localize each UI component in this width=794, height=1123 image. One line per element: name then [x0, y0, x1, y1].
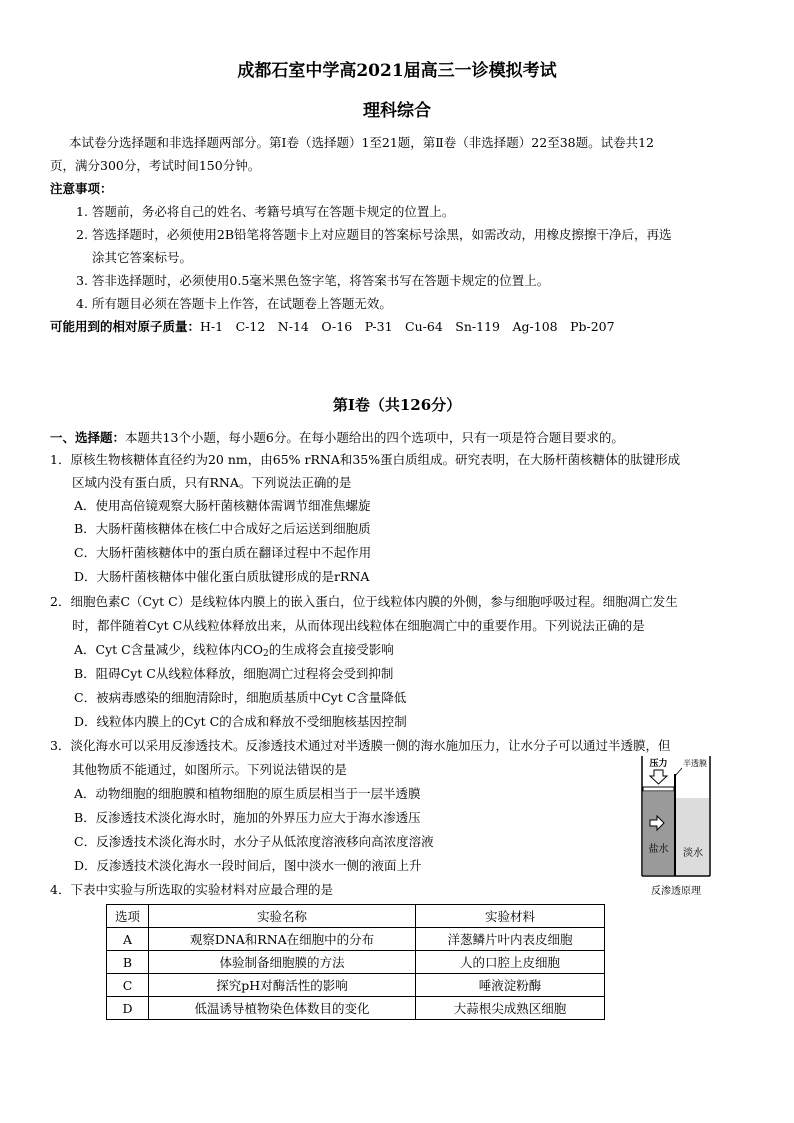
q2-option-b: B．阻碍Cyt C从线粒体释放，细胞凋亡过程将会受到抑制 — [74, 666, 394, 681]
section-heading: 第Ⅰ卷（共126分） — [332, 396, 462, 414]
notice-item-2: 2. 答选择题时，必须使用2B铅笔将答题卡上对应题目的答案标号涂黑，如需改动，用橡皮擦擦干净后，再选 — [76, 227, 672, 242]
q4-table — [106, 904, 605, 1020]
q1-stem-1: 1．原核生物核糖体直径约为20 nm，由65% rRNA和35%蛋白质组成。研究表明，在大肠杆菌核糖体的肽键形成 — [50, 452, 681, 467]
q2-stem-2: 时，都伴随着Cyt C从线粒体释放出来，从而体现出线粒体在细胞凋亡中的重要作用。下列说法正确的是 — [72, 618, 645, 633]
intro-line-1: 本试卷分选择题和非选择题两部分。第Ⅰ卷（选择题）1至21题，第Ⅱ卷（非选择题）22至38题。试卷共12 — [69, 135, 655, 150]
q2-stem-1: 2．细胞色素C（Cyt C）是线粒体内膜上的嵌入蛋白，位于线粒体内膜的外侧，参与细胞呼吸过程。细胞凋亡发生 — [50, 594, 678, 609]
pressure-arrow-icon — [650, 770, 667, 784]
table-header-cell: 实验名称 — [149, 905, 416, 928]
table-cell: 低温诱导植物染色体数目的变化 — [149, 997, 416, 1020]
notice-heading: 注意事项： — [50, 181, 113, 196]
notice-item-4: 4. 所有题目必须在答题卡上作答，在试题卷上答题无效。 — [76, 296, 392, 311]
q3-option-d: D．反渗透技术淡化海水一段时间后，图中淡水一侧的液面上升 — [74, 858, 422, 873]
q2-option-a — [74, 641, 394, 663]
page-title: 成都石室中学高2021届高三一诊模拟考试 — [237, 61, 557, 81]
q3-stem-1: 3．淡化海水可以采用反渗透技术。反渗透技术通过对半透膜一侧的海水施加压力，让水分子可以通过半透膜，但 — [50, 738, 671, 753]
figure-caption: 反渗透原理 — [651, 886, 701, 897]
section-instruction-label: 一、选择题： — [50, 430, 126, 445]
table-cell: B — [107, 951, 149, 974]
q2-option-d: D．线粒体内膜上的Cyt C的合成和释放不受细胞核基因控制 — [74, 714, 407, 729]
page-subtitle: 理科综合 — [363, 101, 431, 121]
q3-option-c: C．反渗透技术淡化海水时，水分子从低浓度溶液移向高浓度溶液 — [74, 834, 434, 849]
q2-option-c: C．被病毒感染的细胞清除时，细胞质基质中Cyt C含量降低 — [74, 690, 407, 705]
q1-option-d: D．大肠杆菌核糖体中催化蛋白质肽键形成的是rRNA — [74, 569, 370, 584]
table-row — [107, 951, 605, 974]
section-instruction — [50, 429, 624, 447]
notice-item-2-cont: 涂其它答案标号。 — [92, 250, 193, 265]
membrane-label: 半透膜 — [683, 759, 707, 768]
q3-stem-2: 其他物质不能通过，如图所示。下列说法错误的是 — [72, 762, 348, 777]
q3-option-a: A．动物细胞的细胞膜和植物细胞的原生质层相当于一层半透膜 — [74, 786, 421, 801]
table-cell: C — [107, 974, 149, 997]
table-cell: 体验制备细胞膜的方法 — [149, 951, 416, 974]
atomic-mass-label: 可能用到的相对原子质量： — [50, 319, 201, 334]
atomic-mass-values: H-1 C-12 N-14 O-16 P-31 Cu-64 Sn-119 Ag-108 Pb-207 — [200, 319, 615, 334]
q1-option-c: C．大肠杆菌核糖体中的蛋白质在翻译过程中不起作用 — [74, 545, 372, 560]
table-cell: A — [107, 928, 149, 951]
fresh-water-label: 淡水 — [683, 848, 703, 859]
q2-option-a-sub: 2 — [263, 649, 269, 659]
table-cell: 唾液淀粉酶 — [416, 974, 605, 997]
q1-option-b: B．大肠杆菌核糖体在核仁中合成好之后运送到细胞质 — [74, 521, 371, 536]
reverse-osmosis-figure — [638, 754, 720, 899]
table-cell: 洋葱鳞片叶内表皮细胞 — [416, 928, 605, 951]
pressure-label: 压力 — [649, 759, 668, 769]
table-cell: 探究pH对酶活性的影响 — [149, 974, 416, 997]
q3-option-b: B．反渗透技术淡化海水时，施加的外界压力应大于海水渗透压 — [74, 810, 421, 825]
notice-item-3: 3. 答非选择题时，必须使用0.5毫米黑色签字笔，将答案书写在答题卡规定的位置上。 — [76, 273, 550, 288]
q1-stem-2: 区域内没有蛋白质，只有RNA。下列说法正确的是 — [72, 475, 352, 490]
fresh-water-region — [676, 798, 709, 875]
table-row — [107, 928, 605, 951]
q2-option-a-pre: A．Cyt C含量减少，线粒体内CO — [74, 642, 264, 657]
notice-item-1: 1. 答题前，务必将自己的姓名、考籍号填写在答题卡规定的位置上。 — [76, 204, 455, 219]
table-header-row — [107, 905, 605, 928]
table-cell: 人的口腔上皮细胞 — [416, 951, 605, 974]
table-cell: 观察DNA和RNA在细胞中的分布 — [149, 928, 416, 951]
salt-water-region — [643, 792, 674, 875]
table-cell: D — [107, 997, 149, 1020]
table-cell: 大蒜根尖成熟区细胞 — [416, 997, 605, 1020]
q1-option-a: A．使用高倍镜观察大肠杆菌核糖体需调节细准焦螺旋 — [74, 498, 371, 513]
section-instruction-text: 本题共13个小题，每小题6分。在每小题给出的四个选项中，只有一项是符合题目要求的。 — [125, 430, 624, 445]
atomic-mass-line — [50, 318, 615, 336]
q4-stem: 4．下表中实验与所选取的实验材料对应最合理的是 — [50, 882, 333, 897]
table-row — [107, 997, 605, 1020]
table-header-cell: 实验材料 — [416, 905, 605, 928]
intro-line-2: 页，满分300分，考试时间150分钟。 — [50, 158, 261, 173]
table-header-cell: 选项 — [107, 905, 149, 928]
table-row — [107, 974, 605, 997]
q2-option-a-post: 的生成将会直接受影响 — [268, 642, 394, 657]
salt-water-label: 盐水 — [648, 844, 669, 855]
